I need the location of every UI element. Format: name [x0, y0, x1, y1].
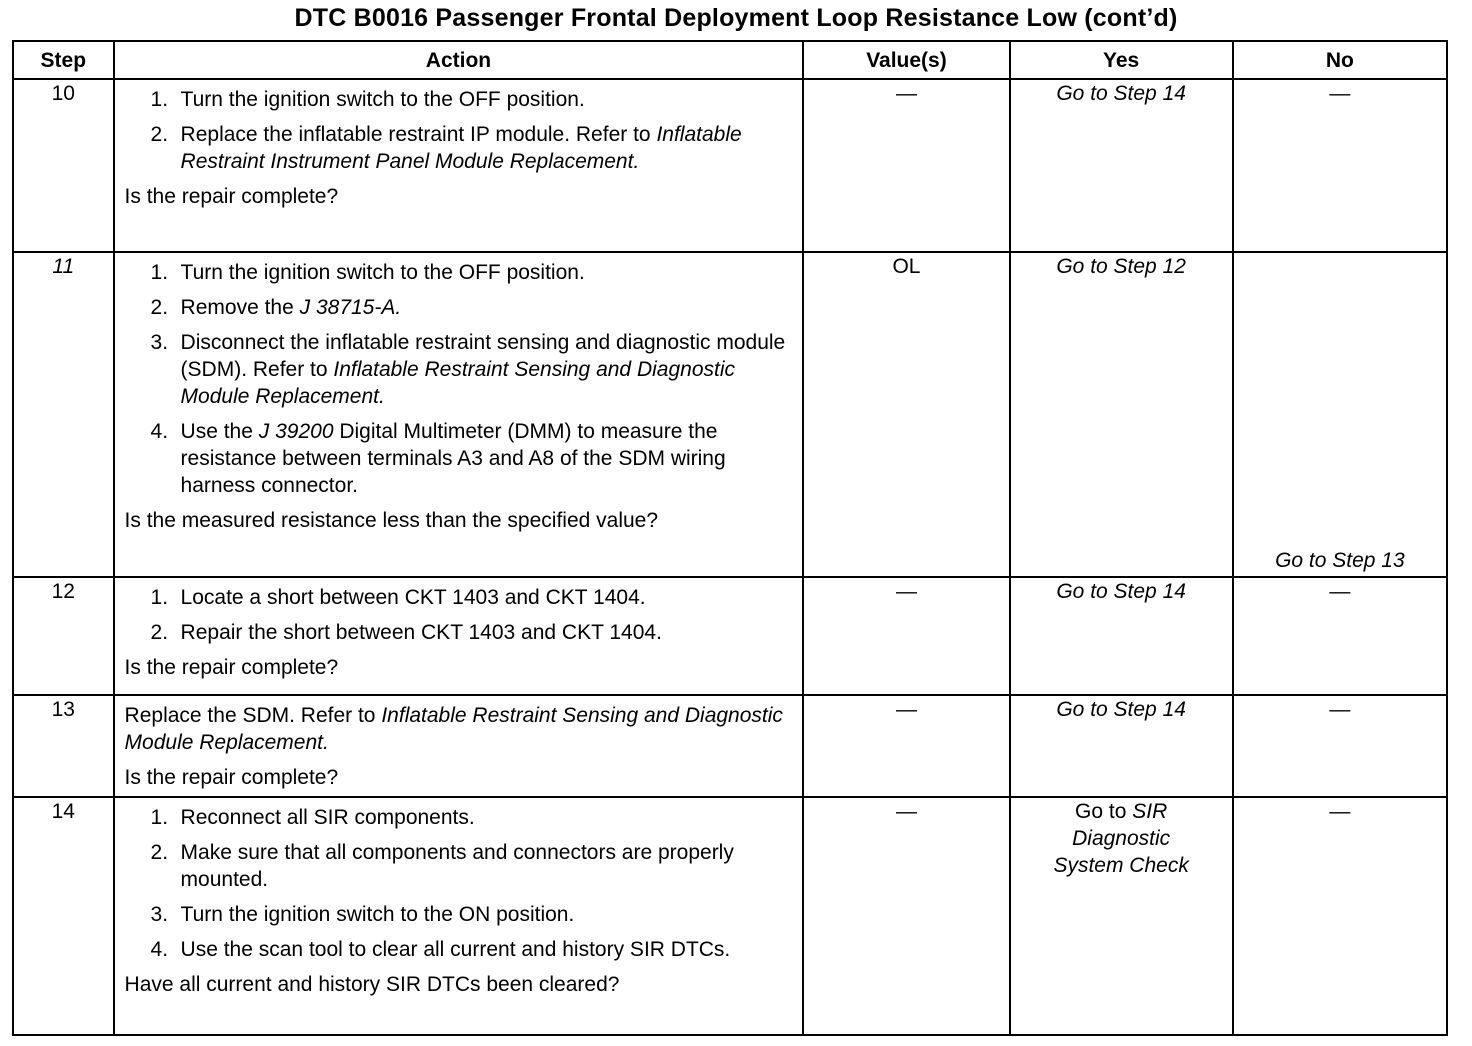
- step-number: 12: [13, 577, 114, 695]
- header-step: Step: [13, 41, 114, 79]
- value-dash: —: [895, 800, 917, 823]
- action-item: 2. Remove the J 38715-A.: [150, 296, 402, 319]
- action-item: 1. Turn the ignition switch to the OFF position.: [150, 88, 585, 111]
- value-cell: [803, 797, 1009, 1035]
- value-cell: OL: [803, 252, 1009, 577]
- yes-cell: Go to Step 14: [1010, 79, 1233, 252]
- action-cell: [114, 797, 804, 1035]
- action-question: Is the measured resistance less than the specified value?: [124, 509, 659, 532]
- yes-cell: Go to SIR Diagnostic System Check: [1010, 797, 1233, 1035]
- table-row-step-14: [13, 797, 1447, 1035]
- no-cell: [1233, 797, 1447, 1035]
- action-cell: [114, 577, 804, 695]
- header-values: Value(s): [803, 41, 1009, 79]
- table-row-step-10: [13, 79, 1447, 252]
- no-dash: —: [1329, 82, 1351, 105]
- action-cell: [114, 79, 804, 252]
- no-cell: [1233, 79, 1447, 252]
- header-row: [13, 41, 1447, 79]
- yes-cell: Go to Step 12: [1010, 252, 1233, 577]
- action-text: Replace the SDM. Refer to Inflatable Restraint Sensing and Diagnostic Module Replacement.: [124, 704, 783, 754]
- action-item: 1. Reconnect all SIR components.: [150, 806, 475, 829]
- action-item: 2. Make sure that all components and connectors are properly mounted.: [150, 841, 734, 891]
- header-yes: Yes: [1010, 41, 1233, 79]
- value-cell: [803, 695, 1009, 797]
- diagnostic-table: [12, 40, 1448, 1036]
- action-question: Have all current and history SIR DTCs been cleared?: [124, 973, 620, 996]
- action-cell: [114, 695, 804, 797]
- value-dash: —: [895, 82, 917, 105]
- step-number: 10: [13, 79, 114, 252]
- yes-cell: Go to Step 14: [1010, 695, 1233, 797]
- table-row-step-11: [13, 252, 1447, 577]
- no-cell: [1233, 695, 1447, 797]
- value-dash: —: [895, 580, 917, 603]
- action-question: Is the repair complete?: [124, 656, 339, 679]
- step-number: 11: [13, 252, 114, 577]
- header-action: Action: [114, 41, 804, 79]
- action-item: 1. Locate a short between CKT 1403 and CKT 1404.: [150, 586, 646, 609]
- action-item: 3. Turn the ignition switch to the ON position.: [150, 903, 575, 926]
- action-item: 1. Turn the ignition switch to the OFF position.: [150, 261, 585, 284]
- value-cell: [803, 577, 1009, 695]
- step-number: 13: [13, 695, 114, 797]
- value-dash: —: [895, 698, 917, 721]
- action-question: Is the repair complete?: [124, 185, 339, 208]
- action-question: Is the repair complete?: [124, 766, 339, 789]
- no-dash: —: [1329, 800, 1351, 823]
- table-row-step-12: [13, 577, 1447, 695]
- action-item: 2. Repair the short between CKT 1403 and CKT 1404.: [150, 621, 662, 644]
- action-item: 4. Use the scan tool to clear all current and history SIR DTCs.: [150, 938, 731, 961]
- no-cell: Go to Step 13: [1233, 252, 1447, 577]
- no-dash: —: [1329, 580, 1351, 603]
- yes-cell: Go to Step 14: [1010, 577, 1233, 695]
- action-item: 2. Replace the inflatable restraint IP module. Refer to Inflatable Restraint Instrument Panel Module Replacement.: [150, 123, 742, 173]
- no-cell: [1233, 577, 1447, 695]
- action-item: 3. Disconnect the inflatable restraint sensing and diagnostic module (SDM). Refer to Inflatable Restraint Sensing and Diagnostic Module Replacement.: [150, 331, 786, 408]
- step-number: 14: [13, 797, 114, 1035]
- no-dash: —: [1329, 698, 1351, 721]
- header-no: No: [1233, 41, 1447, 79]
- value-cell: [803, 79, 1009, 252]
- table-row-step-13: [13, 695, 1447, 797]
- action-item: 4. Use the J 39200 Digital Multimeter (DMM) to measure the resistance between terminals A3 and A8 of the SDM wiring harness connector.: [150, 420, 726, 497]
- action-cell: [114, 252, 804, 577]
- page-title: DTC B0016 Passenger Frontal Deployment Loop Resistance Low (cont’d): [294, 4, 1178, 32]
